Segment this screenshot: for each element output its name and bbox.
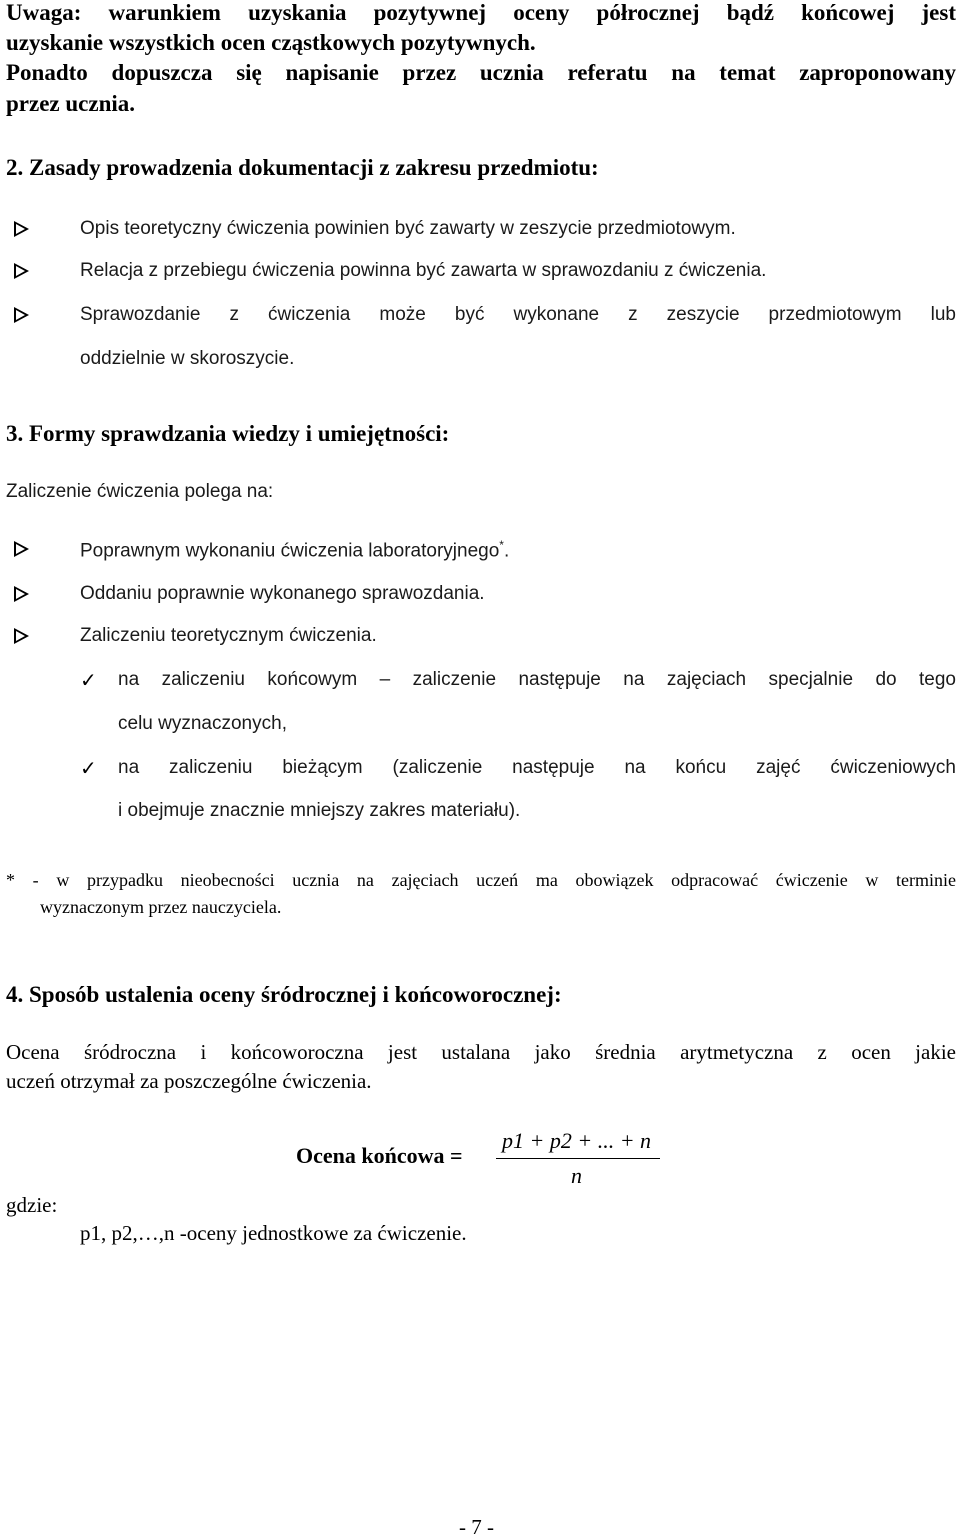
checkmark-icon: ✓ [80, 756, 97, 780]
list-item: Zaliczeniu teoretycznym ćwiczenia. [80, 625, 377, 646]
list-item: Opis teoretyczny ćwiczenia powinien być zawarty w zeszycie przedmiotowym. [80, 218, 736, 239]
check-item-continuation: i obejmuje znacznie mniejszy zakres materiału). [118, 800, 521, 821]
arrow-bullet-icon [14, 221, 29, 237]
list-item: Relacja z przebiegu ćwiczenia powinna być zawarta w sprawozdaniu z ćwiczenia. [80, 260, 767, 281]
formula-denominator: n [571, 1163, 582, 1188]
page-number: - 7 - [459, 1515, 494, 1539]
where-description: p1, p2,…,n -oceny jednostkowe za ćwiczenie. [80, 1221, 467, 1245]
list-item: Sprawozdanie z ćwiczenia może być wykonane z zeszycie przedmiotowym lub [80, 304, 956, 325]
notice-line: Ponadto dopuszcza się napisanie przez ucznia referatu na temat zaproponowany [6, 60, 956, 85]
paragraph: Ocena śródroczna i końcoworoczna jest ustalana jako średnia arytmetyczna z ocen jakie [6, 1040, 956, 1064]
list-item [80, 538, 509, 562]
list-item-text: Poprawnym wykonaniu ćwiczenia laboratoryjnego [80, 540, 500, 562]
list-item-period: . [503, 540, 510, 562]
footnote-text: wyznaczonym przez nauczyciela. [40, 897, 282, 917]
checkmark-icon: ✓ [80, 668, 97, 692]
list-item-continuation: oddzielnie w skoroszycie. [80, 348, 295, 369]
where-label: gdzie: [6, 1193, 58, 1217]
arrow-bullet-icon [14, 541, 29, 557]
notice-line: uzyskanie wszystkich ocen cząstkowych pozytywnych. [6, 30, 536, 55]
arrow-bullet-icon [14, 307, 29, 323]
list-item: Oddaniu poprawnie wykonanego sprawozdania. [80, 583, 485, 604]
formula-label: Ocena końcowa = [296, 1143, 463, 1168]
notice-line: Uwaga: warunkiem uzyskania pozytywnej oceny półrocznej bądź końcowej jest [6, 0, 956, 25]
section-3-intro: Zaliczenie ćwiczenia polega na: [6, 481, 274, 502]
paragraph: uczeń otrzymał za poszczególne ćwiczenia. [6, 1069, 372, 1093]
check-item-continuation: celu wyznaczonych, [118, 713, 287, 734]
formula-numerator: p1 + p2 + ... + n [502, 1128, 652, 1153]
notice-line: przez ucznia. [6, 91, 136, 116]
footnote-text: * - w przypadku nieobecności ucznia na zajęciach uczeń ma obowiązek odpracować ćwiczenie w terminie [6, 870, 956, 890]
section-4-heading: 4. Sposób ustalenia oceny śródrocznej i końcoworocznej: [6, 982, 562, 1007]
check-item: na zaliczeniu bieżącym (zaliczenie następuje na końcu zajęć ćwiczeniowych [118, 757, 956, 778]
arrow-bullet-icon [14, 586, 29, 602]
section-2-heading: 2. Zasady prowadzenia dokumentacji z zakresu przedmiotu: [6, 155, 599, 180]
arrow-bullet-icon [14, 628, 29, 644]
section-3-heading: 3. Formy sprawdzania wiedzy i umiejętności: [6, 421, 450, 446]
arrow-bullet-icon [14, 263, 29, 279]
fraction-bar [496, 1158, 660, 1159]
footnote-marker: * [499, 538, 504, 552]
check-item: na zaliczeniu końcowym – zaliczenie następuje na zajęciach specjalnie do tego [118, 669, 956, 690]
